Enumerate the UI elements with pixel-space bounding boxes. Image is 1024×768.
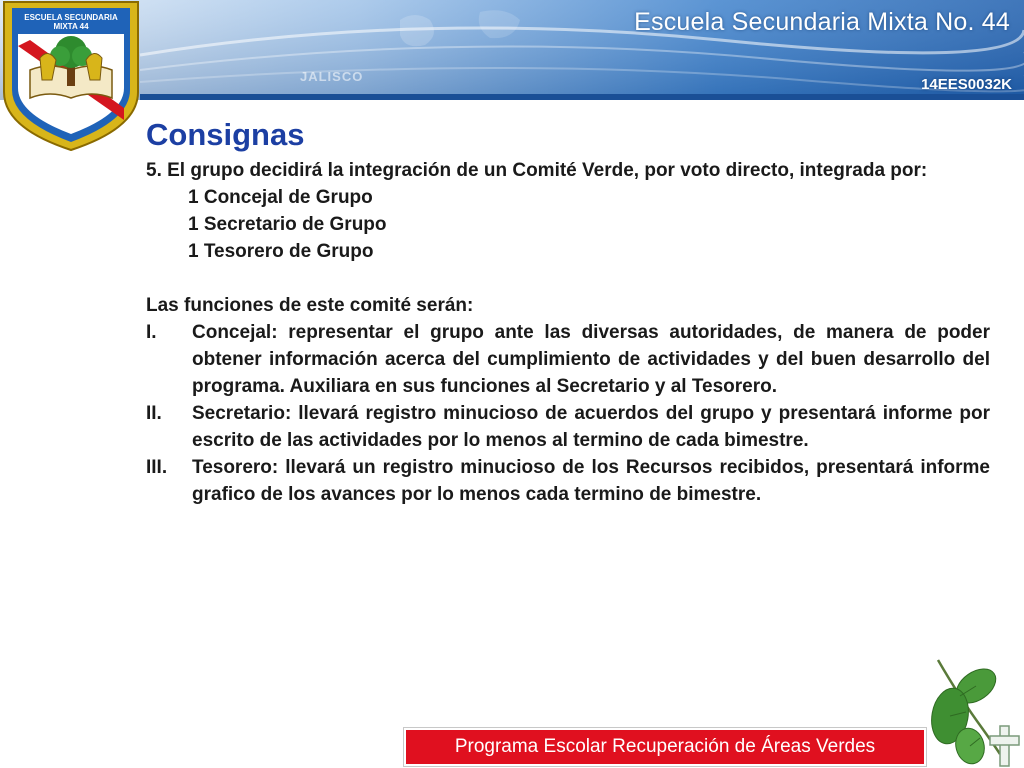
crest-line-2: MIXTA 44 bbox=[53, 22, 89, 31]
function-text: Concejal: representar el grupo ante las diversas autoridades, de manera de poder obtener información acerca del cumplimiento de actividades y del buen desarrollo del programa. Auxiliara en sus funciones al Secretario y al Tesorero. bbox=[192, 322, 990, 397]
page-title: Consignas bbox=[146, 117, 305, 152]
school-code: 14EES0032K bbox=[921, 76, 1012, 93]
function-text: Secretario: llevará registro minucioso de acuerdos del grupo y presentará informe por escrito de las actividades por lo menos al termino de cada bimestre. bbox=[192, 403, 990, 451]
header-banner bbox=[0, 0, 1024, 100]
program-name: Programa Escolar Recuperación de Áreas Verdes bbox=[454, 736, 876, 757]
member-item: 1 Tesorero de Grupo bbox=[188, 241, 374, 262]
slide-body bbox=[146, 157, 990, 508]
crest-line-1: ESCUELA SECUNDARIA bbox=[24, 13, 118, 22]
function-item bbox=[146, 319, 990, 400]
function-numeral: III. bbox=[146, 457, 168, 478]
school-crest-icon bbox=[0, 0, 142, 152]
spacer bbox=[146, 265, 990, 292]
function-item bbox=[146, 454, 990, 508]
function-item bbox=[146, 400, 990, 454]
functions-heading: Las funciones de este comité serán: bbox=[146, 295, 474, 316]
footer-banner bbox=[404, 728, 926, 766]
member-item: 1 Secretario de Grupo bbox=[188, 214, 387, 235]
slide-content bbox=[146, 115, 990, 508]
function-text: Tesorero: llevará un registro minucioso de los Recursos recibidos, presentará informe grafico de los avances por lo menos cada termino de bimestre. bbox=[192, 457, 990, 505]
leaf-branch-icon bbox=[930, 658, 1024, 768]
jalisco-watermark: JALISCO bbox=[300, 69, 364, 84]
function-numeral: I. bbox=[146, 322, 157, 343]
member-item: 1 Concejal de Grupo bbox=[188, 187, 373, 208]
item-5-text: 5. El grupo decidirá la integración de un Comité Verde, por voto directo, integrada por: bbox=[146, 160, 928, 181]
function-numeral: II. bbox=[146, 403, 162, 424]
school-name: Escuela Secundaria Mixta No. 44 bbox=[634, 8, 1010, 36]
